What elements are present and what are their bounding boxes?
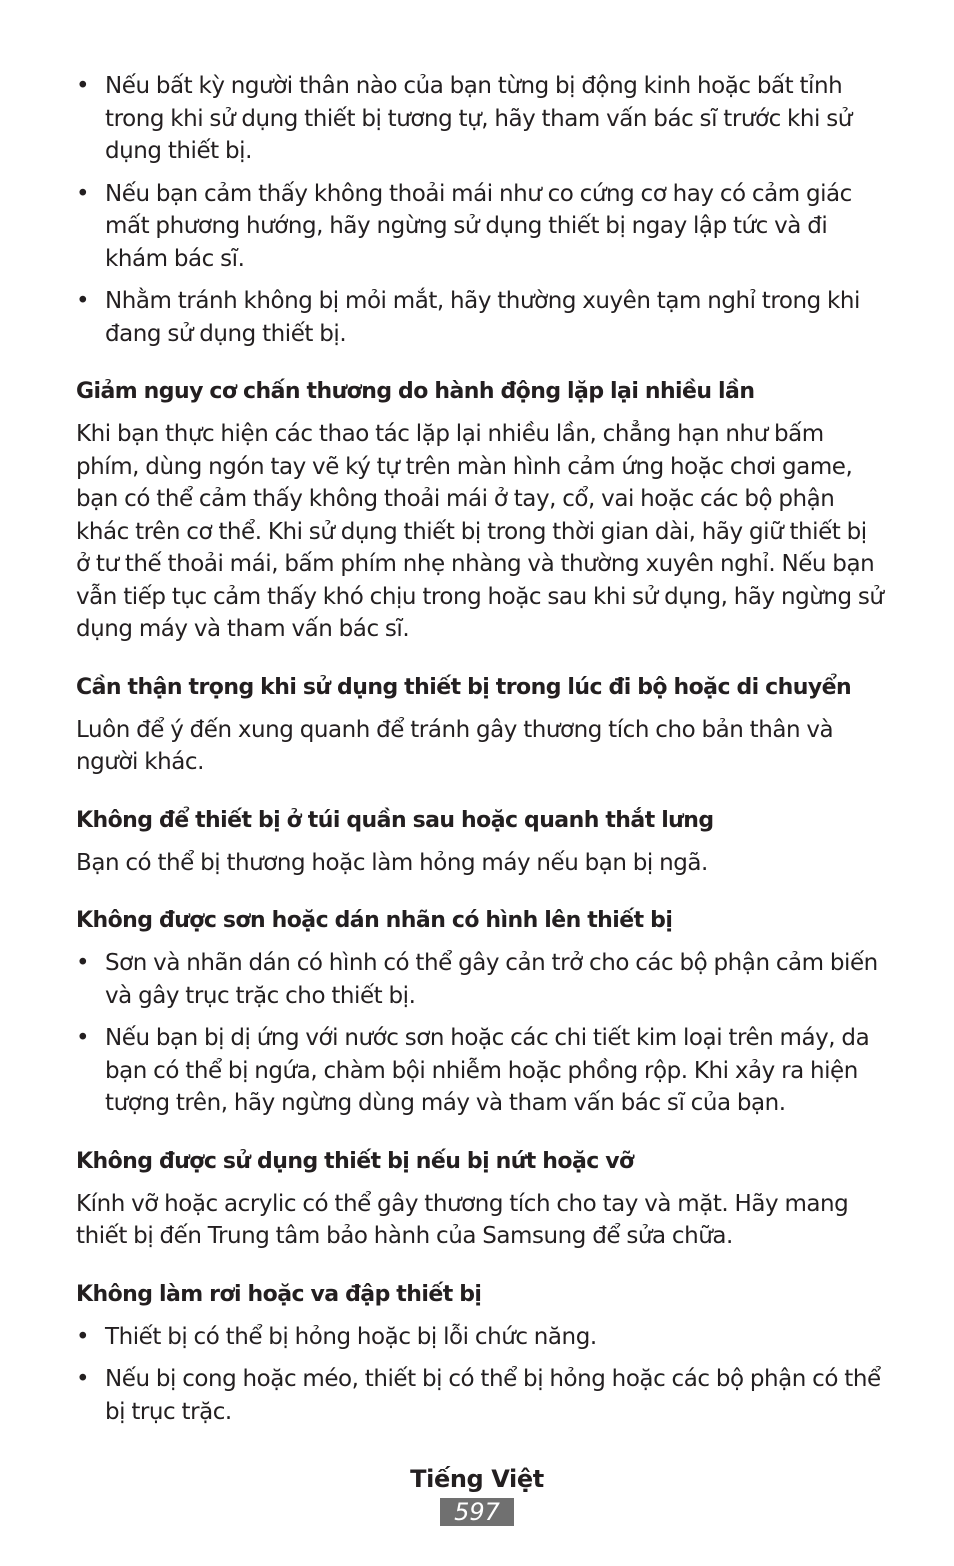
list-item: • Nếu bất kỳ người thân nào của bạn từng bị động kinh hoặc bất tỉnh trong khi sử dụng thiết bị tương tự, hãy tham vấn bác sĩ trước khi sử dụng thiết bị. xyxy=(76,70,884,168)
drop-impact-bullet-list xyxy=(76,1321,884,1429)
page-number: 597 xyxy=(440,1498,514,1526)
list-item: • Nếu bạn bị dị ứng với nước sơn hoặc các chi tiết kim loại trên máy, da bạn có thể bị ngứa, chàm bội nhiễm hoặc phồng rộp. Khi xảy ra hiện tượng trên, hãy ngừng dùng máy và tham vấn bác sĩ của bạn. xyxy=(76,1022,884,1120)
page-content xyxy=(76,70,884,1438)
list-item: • Sơn và nhãn dán có hình có thể gây cản trở cho các bộ phận cảm biến và gây trục trặc cho thiết bị. xyxy=(76,947,884,1012)
section-body-back-pocket: Bạn có thể bị thương hoặc làm hỏng máy nếu bạn bị ngã. xyxy=(76,849,708,876)
list-item: • Nếu bị cong hoặc méo, thiết bị có thể bị hỏng hoặc các bộ phận có thể bị trục trặc. xyxy=(76,1363,884,1428)
section-heading-drop-impact: Không làm rơi hoặc va đập thiết bị xyxy=(76,1281,482,1307)
section-body-repetitive-motion: Khi bạn thực hiện các thao tác lặp lại nhiều lần, chẳng hạn như bấm phím, dùng ngón tay vẽ ký tự trên màn hình cảm ứng hoặc chơi game, bạn có thể cảm thấy không thoải mái ở tay, cổ, vai hoặc các bộ phận khác trên cơ thể. Khi sử dụng thiết bị trong thời gian dài, hãy giữ thiết bị ở tư thế thoải mái, bấm phím nhẹ nhàng và thường xuyên nghỉ. Nếu bạn vẫn tiếp tục cảm thấy khó chịu trong hoặc sau khi sử dụng, hãy ngừng sử dụng máy và tham vấn bác sĩ. xyxy=(76,421,884,642)
section-heading-paint-stickers: Không được sơn hoặc dán nhãn có hình lên thiết bị xyxy=(76,908,673,933)
section-body-walking: Luôn để ý đến xung quanh để tránh gây thương tích cho bản thân và người khác. xyxy=(76,716,834,775)
section-heading-back-pocket: Không để thiết bị ở túi quần sau hoặc quanh thắt lưng xyxy=(76,807,714,833)
footer-language: Tiếng Việt xyxy=(410,1465,544,1493)
list-item: • Thiết bị có thể bị hỏng hoặc bị lỗi chức năng. xyxy=(76,1321,884,1354)
list-item: • Nếu bạn cảm thấy không thoải mái như co cứng cơ hay có cảm giác mất phương hướng, hãy ngừng sử dụng thiết bị ngay lập tức và đi khám bác sĩ. xyxy=(76,178,884,276)
page-footer xyxy=(0,1462,954,1526)
section-heading-cracked-device: Không được sử dụng thiết bị nếu bị nứt hoặc vỡ xyxy=(76,1148,634,1174)
section-heading-walking: Cần thận trọng khi sử dụng thiết bị trong lúc đi bộ hoặc di chuyển xyxy=(76,674,852,700)
intro-bullet-list xyxy=(76,70,884,350)
section-heading-repetitive-motion: Giảm nguy cơ chấn thương do hành động lặp lại nhiều lần xyxy=(76,379,755,404)
list-item: • Nhằm tránh không bị mỏi mắt, hãy thường xuyên tạm nghỉ trong khi đang sử dụng thiết bị. xyxy=(76,285,884,350)
paint-stickers-bullet-list xyxy=(76,947,884,1120)
section-body-cracked-device: Kính vỡ hoặc acrylic có thể gây thương tích cho tay và mặt. Hãy mang thiết bị đến Trung tâm bảo hành của Samsung để sửa chữa. xyxy=(76,1190,849,1249)
